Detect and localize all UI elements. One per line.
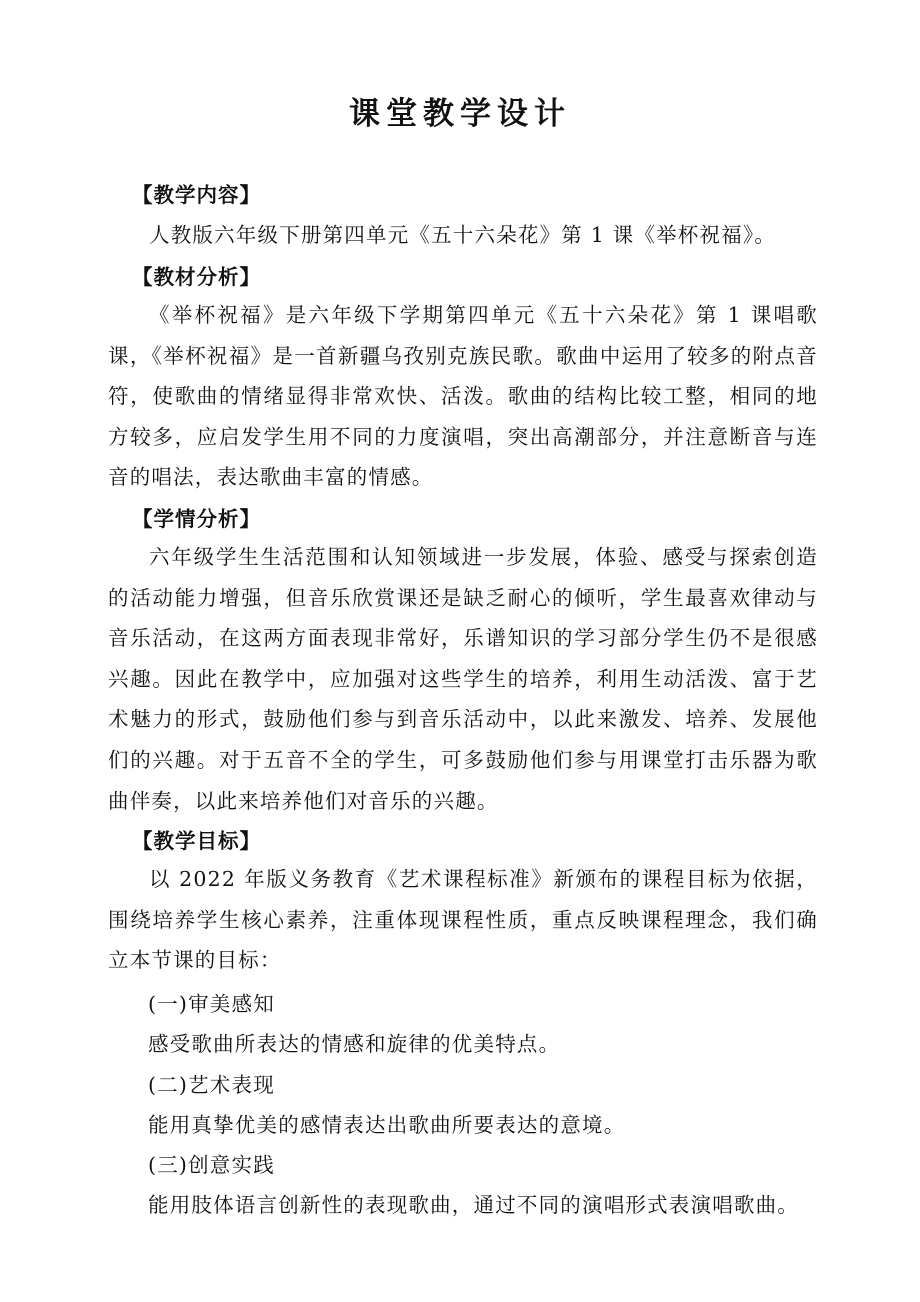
section-text-material: 《举杯祝福》是六年级下学期第四单元《五十六朵花》第 1 课唱歌课，《举杯祝福》是一首新疆乌孜别克族民歌。歌曲中运用了较多的附点音符，使歌曲的情绪显得非常欢快、活泼。歌曲的结构比较工整，相同的地方较多，应启发学生用不同的力度演唱，突出高潮部分，并注意断音与连音的唱法，表达歌曲丰富的情感。 [108, 303, 818, 490]
section-heading-goals: 【教学目标】 [132, 829, 261, 853]
goal-desc: 能用肢体语言创新性的表现歌曲，通过不同的演唱形式表演唱歌曲。 [148, 1193, 799, 1217]
page-title: 课堂教学设计 [349, 96, 571, 132]
section-text-students: 六年级学生生活范围和认知领域进一步发展，体验、感受与探索创造的活动能力增强，但音乐欣赏课还是缺乏耐心的倾听，学生最喜欢律动与音乐活动，在这两方面表现非常好，乐谱知识的学习部分学生仍不是很感兴趣。因此在教学中，应加强对这些学生的培养，利用生动活泼、富于艺术魅力的形式，鼓励他们参与到音乐活动中，以此来激发、培养、发展他们的兴趣。对于五音不全的学生，可多鼓励他们参与用课堂打击乐器为歌曲伴奏，以此来培养他们对音乐的兴趣。 [108, 545, 818, 813]
goal-desc: 能用真挚优美的感情表达出歌曲所要表达的意境。 [148, 1113, 626, 1137]
goal-label: (一)审美感知 [148, 992, 275, 1016]
goal-label: (三)创意实践 [148, 1153, 275, 1177]
section-heading-material: 【教材分析】 [132, 265, 261, 289]
goal-desc: 感受歌曲所表达的情感和旋律的优美特点。 [148, 1032, 561, 1056]
section-heading-students: 【学情分析】 [132, 507, 261, 531]
section-heading-content: 【教学内容】 [132, 183, 261, 207]
section-text-content: 人教版六年级下册第四单元《五十六朵花》第 1 课《举杯祝福》。 [149, 223, 777, 247]
goal-label: (二)艺术表现 [148, 1073, 275, 1097]
section-text-goals: 以 2022 年版义务教育《艺术课程标准》新颁布的课程目标为依据，围绕培养学生核心素养，注重体现课程性质，重点反映课程理念，我们确立本节课的目标： [108, 867, 818, 973]
